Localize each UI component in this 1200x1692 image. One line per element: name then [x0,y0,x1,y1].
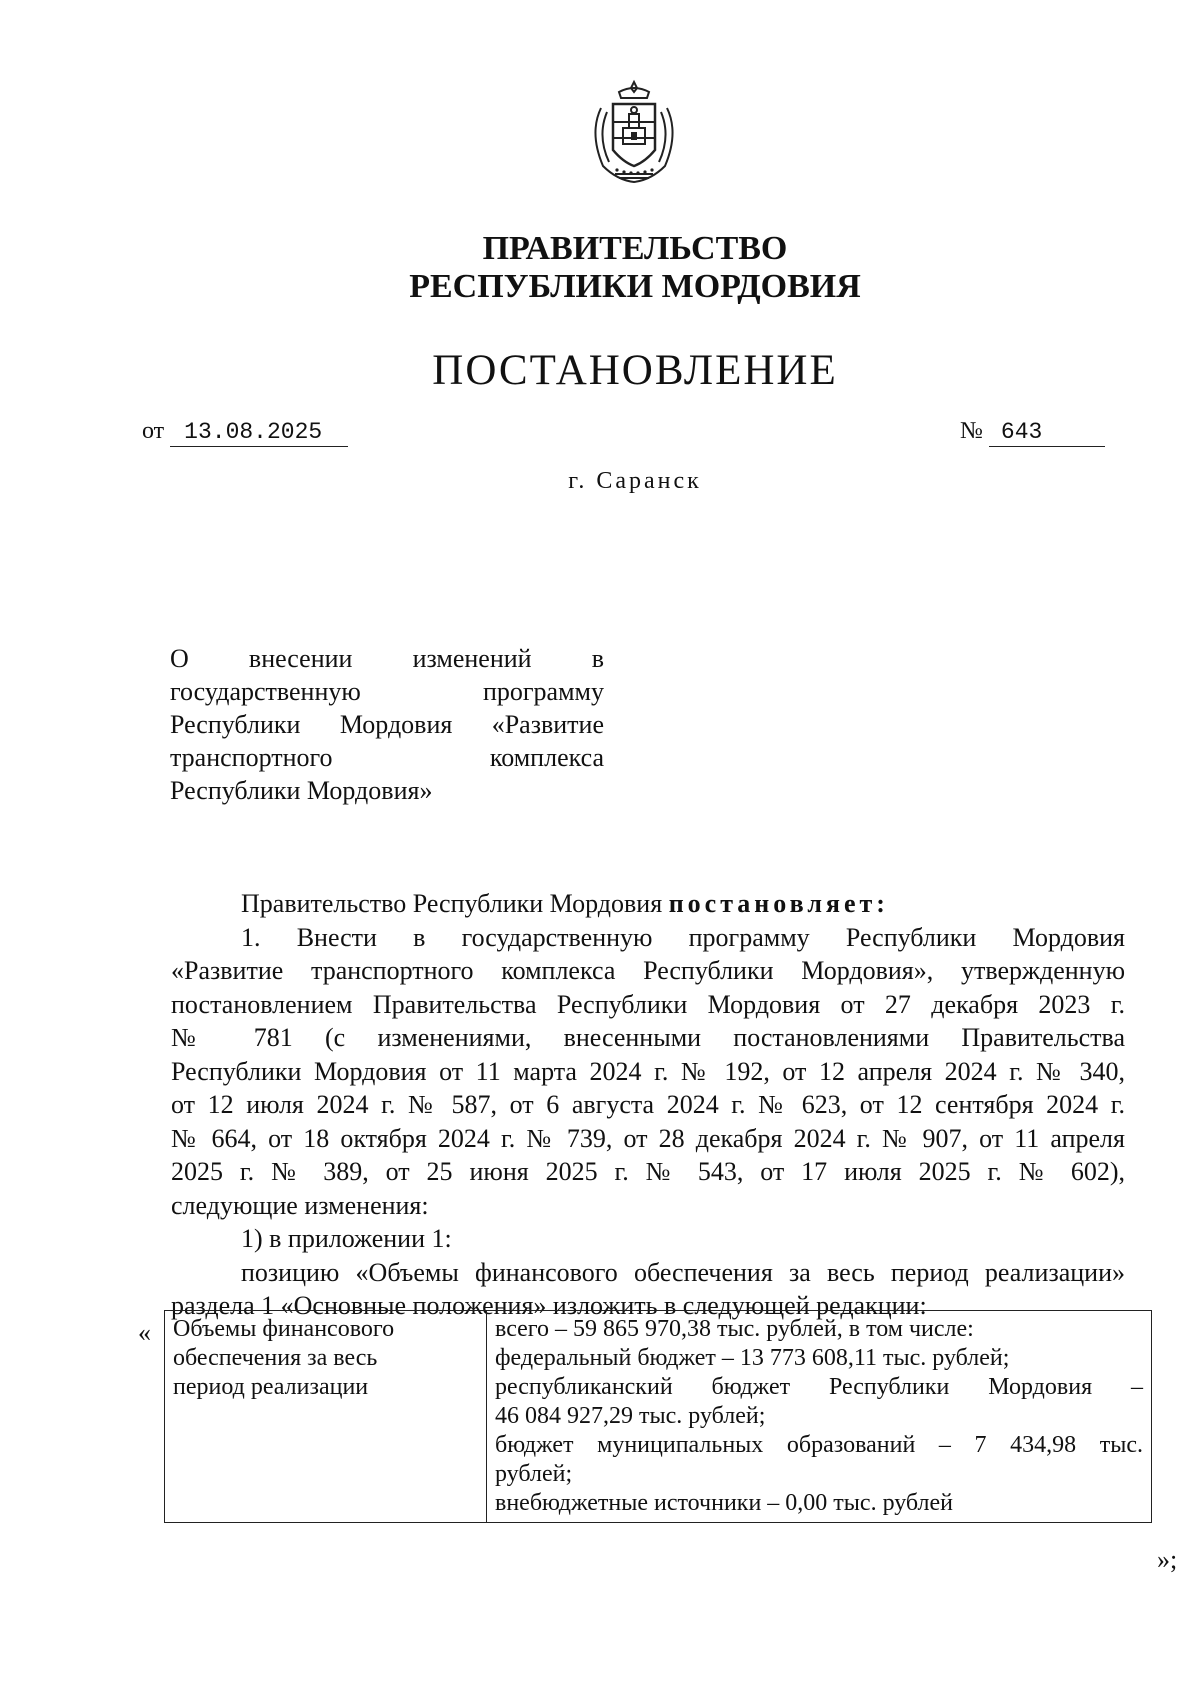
closing-quote: »; [1157,1545,1178,1574]
subject-line: Республики Мордовия» [170,776,433,805]
value-line: бюджет муниципальных образований – 7 434,98 тыс. [495,1432,1143,1458]
paragraph-1-line: Республики Мордовия от 11 марта 2024 г. № 192, от 12 апреля 2024 г. № 340, [171,1056,1125,1086]
preamble-keyword: постановляет: [668,889,889,918]
number-prefix: № [960,418,983,444]
label-line: период реализации [173,1374,369,1400]
table-label-cell [165,1311,487,1523]
org-line-2: РЕСПУБЛИКИ МОРДОВИЯ [409,268,861,305]
subject-line: О внесении изменений в [170,644,604,673]
value-line: 46 084 927,29 тыс. рублей; [495,1403,766,1429]
value-line: республиканский бюджет Республики Мордовия – [495,1374,1143,1400]
document-number [960,418,1105,447]
date-prefix: от [142,418,165,444]
document-body [171,887,1125,1323]
date-value: 13.08.2025 [170,419,348,447]
table-row [165,1311,1152,1523]
paragraph-1-line: от 12 июля 2024 г. № 587, от 6 августа 2024 г. № 623, от 12 сентября 2024 г. [171,1090,1125,1119]
document-subject [170,642,604,807]
position-line: раздела 1 «Основные положения» изложить в следующей редакции: [171,1291,927,1320]
city-name: г. Саранск [568,468,702,494]
paragraph-1-line: № 664, от 18 октября 2024 г. № 739, от 28 декабря 2024 г. № 907, от 11 апреля [171,1123,1125,1153]
paragraph-1-line: № 781 (с изменениями, внесенными постановлениями Правительства [171,1023,1125,1052]
paragraph-1-line: постановлением Правительства Республики Мордовия от 27 декабря 2023 г. [171,989,1125,1019]
label-line: обеспечения за весь [173,1345,378,1371]
coat-of-arms-icon [579,78,689,190]
paragraph-1-line: 2025 г. № 389, от 25 июня 2025 г. № 543, от 17 июля 2025 г. № 602), [171,1157,1125,1186]
org-line-1: ПРАВИТЕЛЬСТВО [482,230,788,267]
subject-line: государственную программу [170,677,604,706]
number-value: 643 [989,419,1105,447]
label-line: Объемы финансового [173,1316,395,1342]
preamble-text: Правительство Республики Мордовия [241,889,663,918]
issuing-authority [300,230,970,306]
paragraph-1-line: «Развитие транспортного комплекса Республики Мордовия», утвержденную [171,956,1125,985]
value-line: всего – 59 865 970,38 тыс. рублей, в том числе: [495,1316,974,1342]
financing-table [164,1310,1152,1523]
subject-line: Республики Мордовия «Развитие [170,710,604,739]
item-1: 1) в приложении 1: [241,1224,452,1253]
value-line: федеральный бюджет – 13 773 608,11 тыс. рублей; [495,1345,1010,1371]
preamble [171,887,1125,921]
document-date [142,418,348,447]
table-value-cell [487,1311,1152,1523]
paragraph-1-line: следующие изменения: [171,1190,429,1220]
opening-quote: « [138,1318,151,1347]
value-line: внебюджетные источники – 0,00 тыс. рублей [495,1490,954,1516]
position-line: позицию «Объемы финансового обеспечения за весь период реализации» [241,1257,1125,1287]
subject-line: транспортного комплекса [170,743,604,772]
document-type-title: ПОСТАНОВЛЕНИЕ [432,347,838,394]
paragraph-1-line: 1. Внести в государственную программу Республики Мордовия [241,922,1125,952]
value-line: рублей; [495,1461,573,1487]
